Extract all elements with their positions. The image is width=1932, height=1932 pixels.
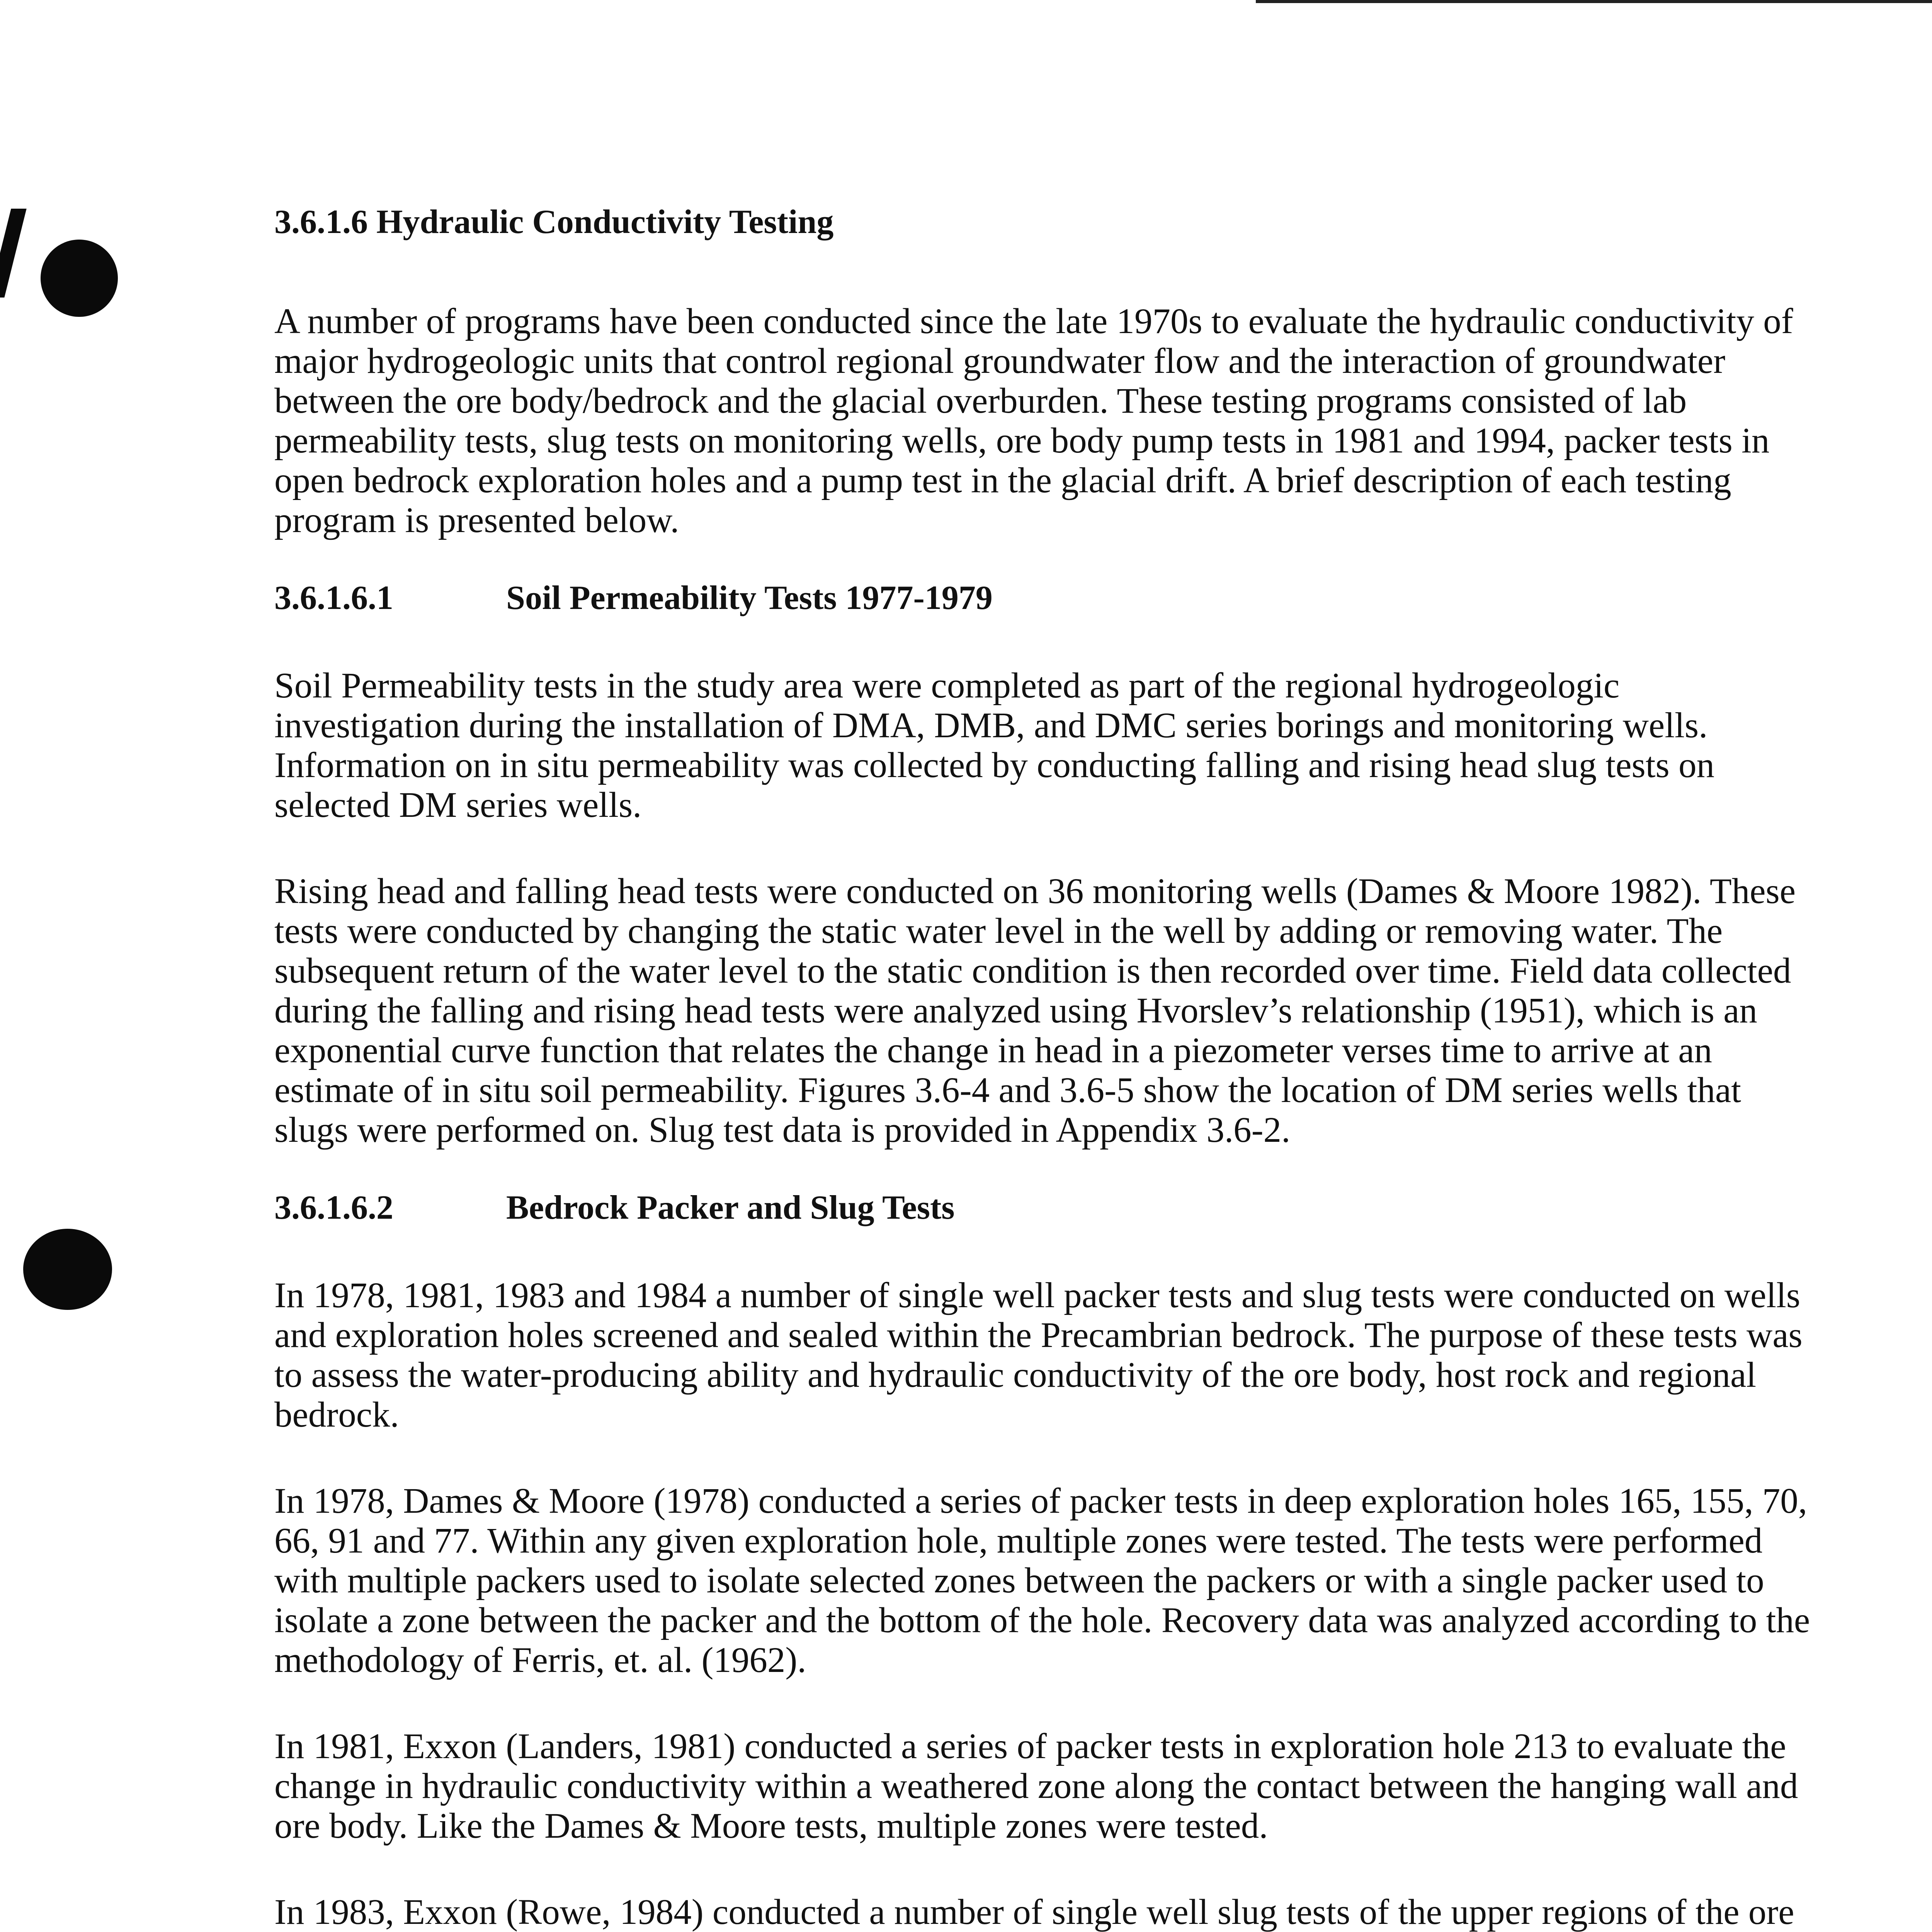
paragraph: In 1981, Exxon (Landers, 1981) conducted a series of packer tests in exploration hole 213 to evaluate the change in hydraulic conductivity within a weathered zone along the contact between the hanging wall and ore body. Like the Dames & Moore tests, multiple zones were tested. — [274, 1726, 1798, 1846]
paragraph: Soil Permeability tests in the study area were completed as part of the regional hydrogeologic investigation during the installation of DMA, DMB, and DMC series borings and monitoring wells. Information on in situ permeability was collected by conducting falling and rising head slug tests on selected DM series wells. — [274, 666, 1714, 825]
subsection-number: 3.6.1.6.2 — [274, 1189, 393, 1226]
subsection-heading-2 — [274, 1187, 1812, 1229]
intro-paragraph: A number of programs have been conducted since the late 1970s to evaluate the hydraulic conductivity of major hydrogeologic units that control regional groundwater flow and the interaction of groundwater between the ore body/bedrock and the glacial overburden. These testing programs consisted of lab permeability tests, slug tests on monitoring wells, ore body pump tests in 1981 and 1994, packer tests in open bedrock exploration holes and a pump test in the glacial drift. A brief description of each testing program is presented below. — [274, 301, 1793, 540]
subsection-title: Soil Permeability Tests 1977-1979 — [506, 579, 993, 617]
paragraph: In 1978, Dames & Moore (1978) conducted a series of packer tests in deep exploration holes 165, 155, 70, 66, 91 and 77. Within any given exploration hole, multiple zones were tested. The tests were performed with multiple packers used to isolate selected zones between the packers or with a single packer used to isolate a zone between the packer and the bottom of the hole. Recovery data was analyzed according to the methodology of Ferris, et. al. (1962). — [274, 1481, 1810, 1680]
top-edge-rule — [1256, 0, 1932, 3]
punch-hole-top — [41, 240, 118, 317]
punch-hole-middle — [23, 1229, 112, 1310]
paragraph: Rising head and falling head tests were conducted on 36 monitoring wells (Dames & Moore 1982). These tests were conducted by changing the static water level in the well by adding or removing water. The subsequent return of the water level to the static condition is then recorded over time. Field data collected during the falling and rising head tests were analyzed using Hvorslev’s relationship (1951), which is an exponential curve function that relates the change in head in a piezometer verses time to arrive at an estimate of in situ soil permeability. Figures 3.6-4 and 3.6-5 show the location of DM series wells that slugs were performed on. Slug test data is provided in Appendix 3.6-2. — [274, 871, 1796, 1150]
paragraph: In 1983, Exxon (Rowe, 1984) conducted a number of single well slug tests of the upper regions of the ore — [274, 1892, 1794, 1932]
subsection-number: 3.6.1.6.1 — [274, 579, 393, 617]
paragraph: In 1978, 1981, 1983 and 1984 a number of single well packer tests and slug tests were conducted on wells and exploration holes screened and sealed within the Precambrian bedrock. The purpose of these tests was to assess the water-producing ability and hydraulic conductivity of the ore body, host rock and regional bedrock. — [274, 1276, 1803, 1435]
document-body — [274, 201, 1812, 1932]
scan-mark-top — [0, 209, 27, 298]
subsection-title: Bedrock Packer and Slug Tests — [506, 1189, 955, 1226]
section-heading: 3.6.1.6 Hydraulic Conductivity Testing — [274, 203, 834, 241]
subsection-heading-1 — [274, 577, 1812, 619]
